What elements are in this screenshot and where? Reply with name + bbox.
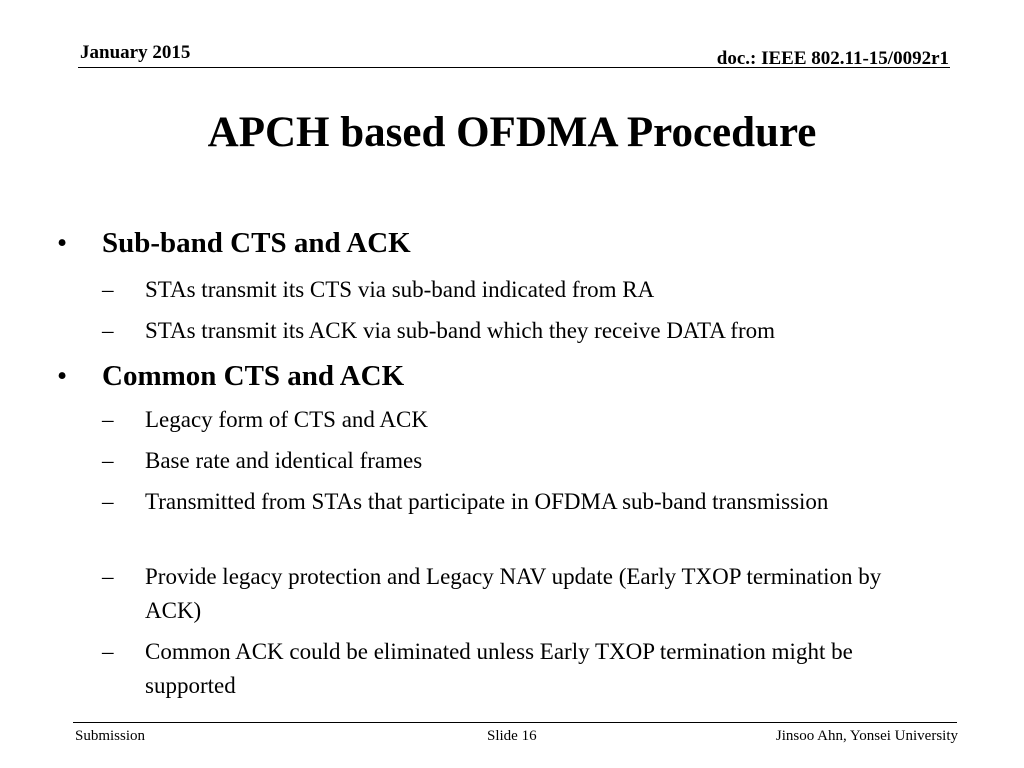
bullet-icon: • bbox=[57, 227, 68, 259]
dash-icon: – bbox=[102, 564, 114, 589]
dash-icon: – bbox=[102, 489, 114, 514]
sub-item-text: STAs transmit its ACK via sub-band which they receive DATA from bbox=[145, 318, 775, 343]
sub-item-text: Provide legacy protection and Legacy NAV update (Early TXOP termination by ACK) bbox=[145, 564, 882, 623]
footer-submission: Submission bbox=[75, 728, 146, 744]
sub-item-text: Base rate and identical frames bbox=[145, 448, 423, 473]
dash-icon: – bbox=[102, 448, 114, 473]
bullet-text: Sub-band CTS and ACK bbox=[102, 227, 411, 259]
sub-item-text: Legacy form of CTS and ACK bbox=[145, 407, 428, 432]
sub-item-text: STAs transmit its CTS via sub-band indicated from RA bbox=[145, 277, 655, 302]
dash-icon: – bbox=[102, 639, 114, 664]
dash-icon: – bbox=[102, 318, 114, 343]
bullet-text: Common CTS and ACK bbox=[102, 360, 405, 392]
footer-author: Jinsoo Ahn, Yonsei University bbox=[775, 728, 958, 744]
sub-item-text: Transmitted from STAs that participate in OFDMA sub-band transmission bbox=[145, 489, 829, 514]
footer-divider bbox=[73, 722, 957, 723]
slide-title: APCH based OFDMA Procedure bbox=[207, 109, 817, 156]
dash-icon: – bbox=[102, 407, 114, 432]
header-date: January 2015 bbox=[80, 42, 191, 63]
dash-icon: – bbox=[102, 277, 114, 302]
bullet-icon: • bbox=[57, 360, 68, 392]
sub-item-text: Common ACK could be eliminated unless Early TXOP termination might be supported bbox=[145, 639, 853, 698]
header-doc-id: doc.: IEEE 802.11-15/0092r1 bbox=[716, 48, 949, 69]
footer-slide-number: Slide 16 bbox=[487, 728, 537, 744]
